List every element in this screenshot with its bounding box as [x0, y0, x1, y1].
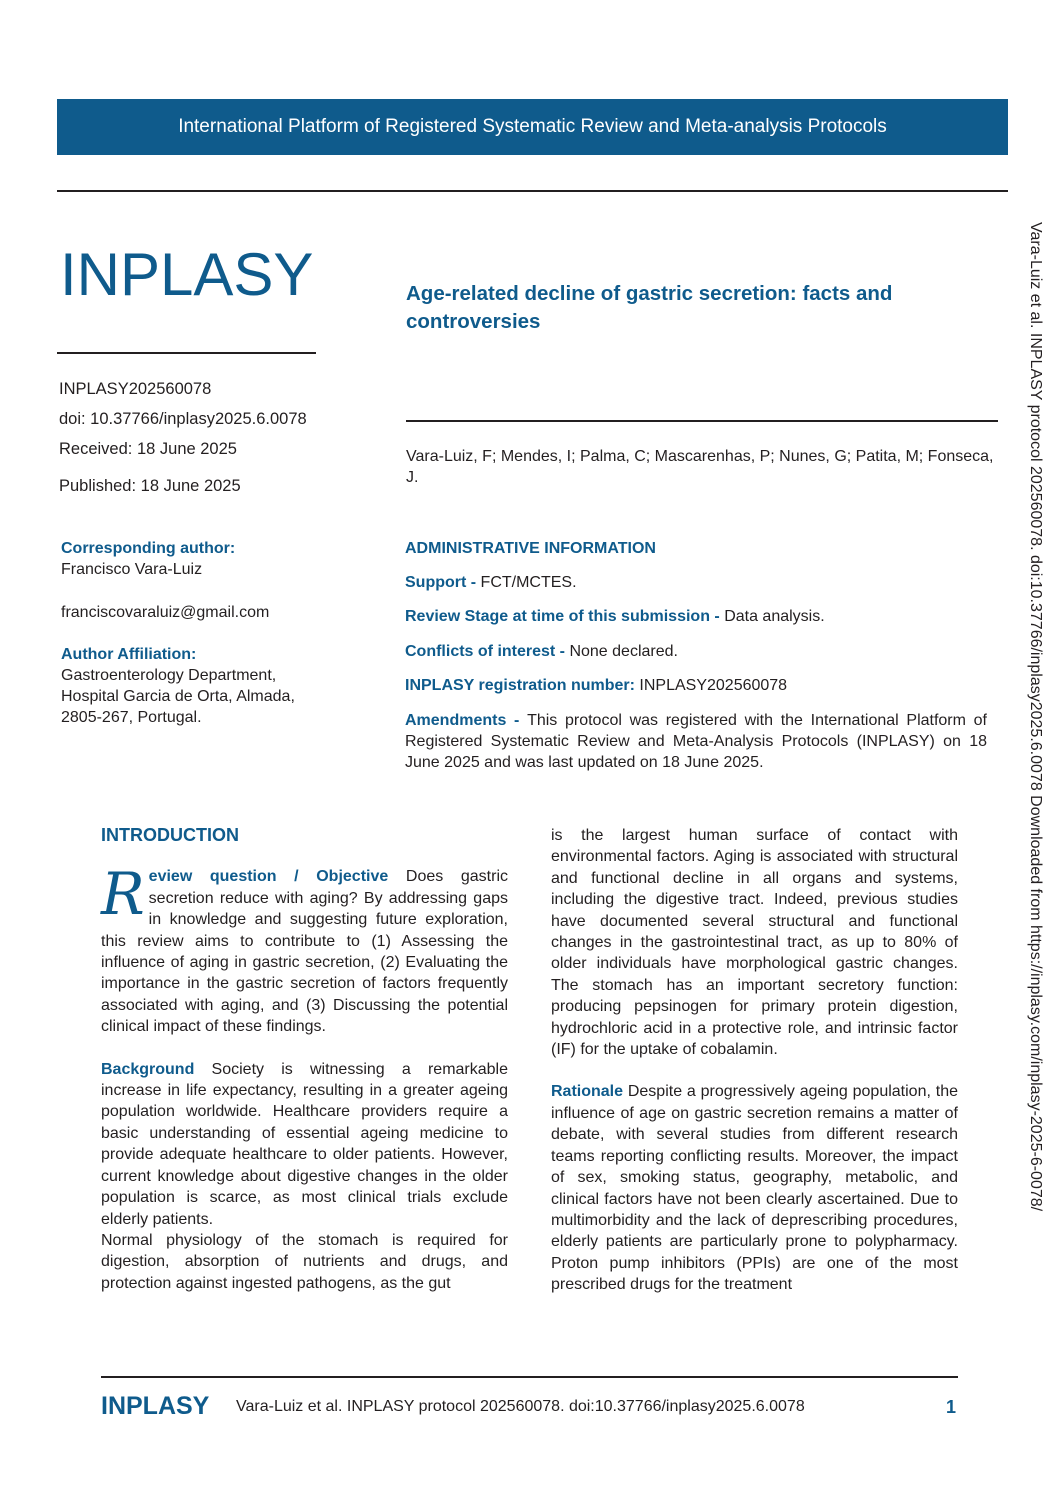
affiliation-label: Author Affiliation:	[61, 646, 197, 663]
published-date: Published: 18 June 2025	[59, 477, 241, 495]
corresponding-email[interactable]: franciscovaraluiz@gmail.com	[61, 604, 270, 621]
admin-support	[405, 572, 987, 593]
registration-value: INPLASY202560078	[639, 677, 788, 694]
rationale-label: Rationale	[551, 1083, 624, 1101]
support-label: Support -	[405, 574, 481, 591]
digestive-tract-paragraph: is the largest human surface of contact with environmental factors. Aging is associated with structural and functional decline in all organs and systems, including the digestive tract. Indeed, previous studies have documented several structural and functional changes in the gastrointestinal tract, as up to 80% of older individuals have morphological gastric changes. The stomach has an important secretory function: producing pepsinogen for primary protein digestion, hydrochloric acid in a protective role, and intrinsic factor (IF) for the uptake of cobalamin.	[551, 827, 958, 1059]
top-divider	[57, 190, 1008, 192]
admin-review-stage	[405, 606, 987, 627]
logo-divider	[57, 352, 316, 354]
drop-cap: R	[101, 860, 145, 929]
affiliation-line: Gastroenterology Department,	[61, 667, 277, 684]
background-text: Society is witnessing a remarkable increase in life expectancy, resulting in a greater ageing population worldwide. Healthcare providers require a basic understanding of essential ageing medicine to provide adequate healthcare to older patients. However, current knowledge about digestive changes in the older population is scarce, as most clinical trials exclude elderly patients.	[101, 1060, 508, 1228]
side-citation: Vara-Luiz et al. INPLASY protocol 202560078. doi:10.37766/inplasy2025.6.0078 Downloaded from https://inplasy.com/inplasy-2025-6-0078/	[1027, 222, 1044, 1212]
page-number: 1	[946, 1397, 957, 1417]
support-value: FCT/MCTES.	[480, 574, 577, 591]
rationale-text: Despite a progressively ageing population, the influence of age on gastric secretion remains a matter of debate, with several studies from different research teams reporting conflicting results. Moreover, the impact of sex, smoking status, geography, metabolic, and clinical factors have not been clearly ascertained. Due to multimorbidity and the lack of deprescribing procedures, elderly patients are particularly prone to polypharmacy. Proton pump inhibitors (PPIs) are one of the most prescribed drugs for the treatment	[551, 1083, 958, 1294]
amendments-value: This protocol was registered with the International Platform of Registered Systematic Review and Meta-Analysis Protocols (INPLASY) on 18 June 2025 and was last updated on 18 June 2025.	[405, 712, 987, 771]
review-question-label: eview question / Objective	[148, 868, 389, 886]
admin-conflicts	[405, 641, 987, 662]
author-affiliation	[61, 644, 361, 728]
review-question-paragraph	[101, 860, 509, 1037]
corresponding-name: Francisco Vara-Luiz	[61, 561, 203, 578]
header-banner	[57, 99, 1008, 155]
body-column-left	[101, 825, 508, 1294]
physiology-paragraph: Normal physiology of the stomach is required for digestion, absorption of nutrients and drugs, and protection against ingested pathogens, as the gut	[101, 1231, 508, 1292]
author-list: Vara-Luiz, F; Mendes, I; Palma, C; Mascarenhas, P; Nunes, G; Patita, M; Fonseca, J.	[406, 448, 994, 486]
article-title: Age-related decline of gastric secretion: facts and controversies	[406, 282, 893, 333]
rationale-paragraph	[551, 1081, 958, 1295]
conflicts-value: None declared.	[569, 643, 678, 660]
affiliation-line: Hospital Garcia de Orta, Almada,	[61, 688, 295, 705]
footer-divider	[101, 1376, 958, 1378]
stage-label: Review Stage at time of this submission -	[405, 608, 725, 625]
background-label: Background	[101, 1060, 195, 1078]
admin-heading: ADMINISTRATIVE INFORMATION	[405, 540, 656, 557]
received-date: Received: 18 June 2025	[59, 440, 237, 458]
footer-citation: Vara-Luiz et al. INPLASY protocol 202560078. doi:10.37766/inplasy2025.6.0078	[236, 1398, 805, 1415]
admin-amendments	[405, 710, 987, 773]
affiliation-line: 2805-267, Portugal.	[61, 709, 202, 726]
amendments-label: Amendments -	[405, 712, 528, 729]
footer-logo: INPLASY	[101, 1392, 210, 1420]
title-divider	[406, 420, 998, 422]
inplasy-logo: INPLASY	[60, 241, 314, 308]
banner-text: International Platform of Registered Systematic Review and Meta-analysis Protocols	[178, 116, 887, 137]
introduction-heading: INTRODUCTION	[101, 825, 239, 845]
doi[interactable]: doi: 10.37766/inplasy2025.6.0078	[59, 410, 307, 428]
background-paragraph	[101, 1059, 508, 1230]
corresponding-author	[61, 538, 361, 623]
body-column-right	[551, 825, 958, 1296]
conflicts-label: Conflicts of interest -	[405, 643, 570, 660]
admin-registration	[405, 675, 987, 696]
registration-label: INPLASY registration number:	[405, 677, 640, 694]
stage-value: Data analysis.	[724, 608, 825, 625]
protocol-id: INPLASY202560078	[59, 380, 212, 398]
review-question-text: Does gastric secretion reduce with aging? By addressing gaps in knowledge and suggesting future exploration, this review aims to contribute to (1) Assessing the influence of aging in gastric secretion, (2) Evaluating the importance in the gastric secretion of factors frequently associated with aging, and (3) Discussing the potential clinical impact of these findings.	[101, 868, 509, 1036]
corresponding-label: Corresponding author:	[61, 540, 236, 557]
